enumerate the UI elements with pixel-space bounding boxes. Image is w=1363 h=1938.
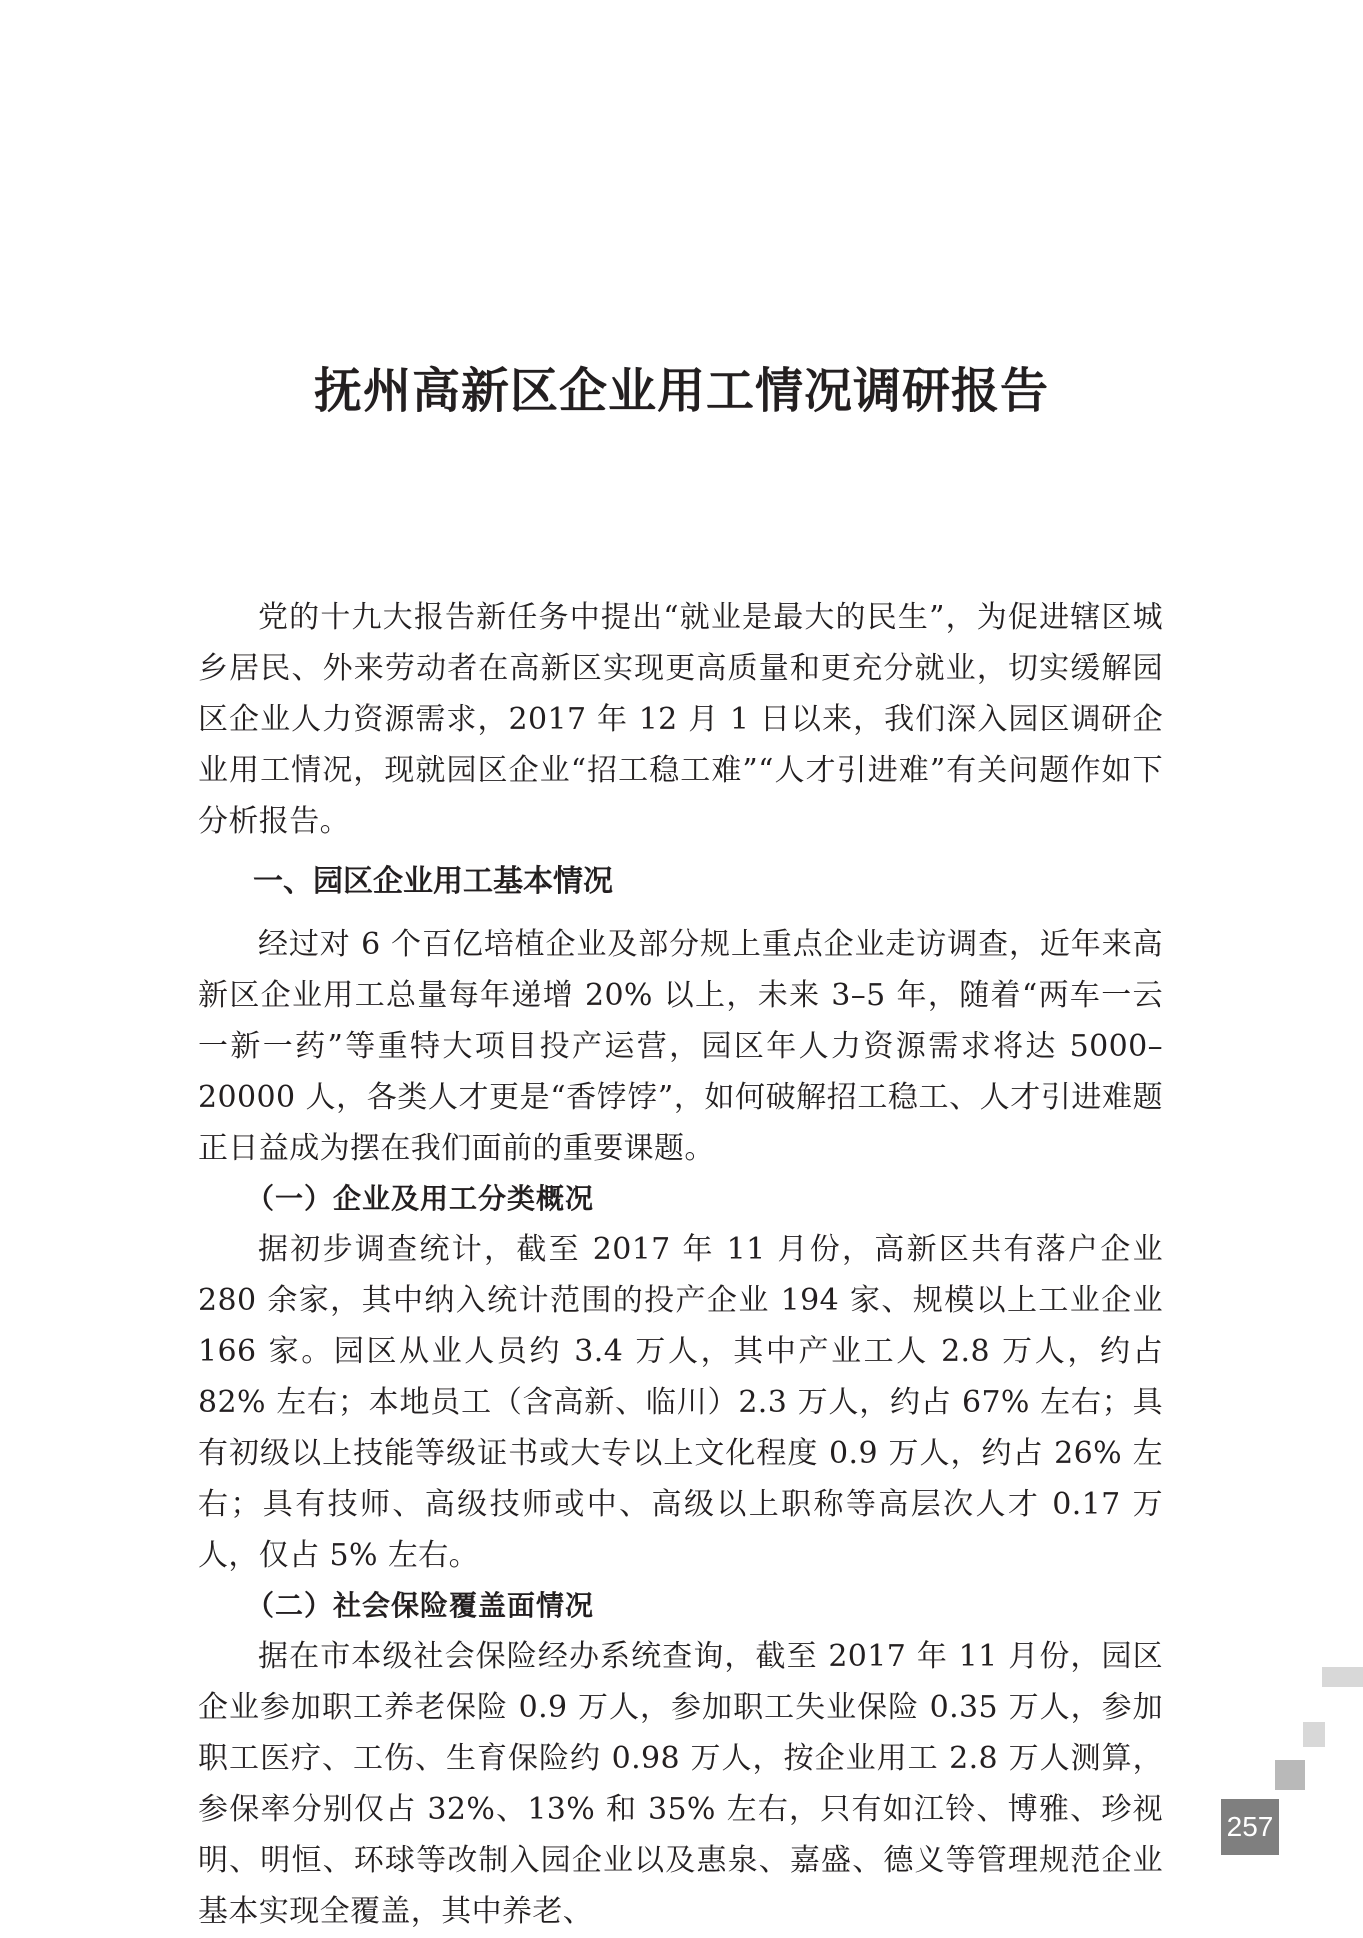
- decorative-square: [1322, 1667, 1363, 1687]
- subsection-paragraph-employment: 据初步调查统计，截至 2017 年 11 月份，高新区共有落户企业 280 余家，其中纳入统计范围的投产企业 194 家、规模以上工业企业 166 家。园区从业人员约 3.4 万人，其中产业工人 2.8 万人，约占 82% 左右；本地员工（含高新、临川）2.3 万人，约占 67% 左右；具有初级以上技能等级证书或大专以上文化程度 0.9 万人，约占 26% 左右；具有技师、高级技师或中、高级以上职称等高层次人才 0.17 万人，仅占 5% 左右。: [198, 1232, 1163, 1573]
- intro-paragraph: 党的十九大报告新任务中提出“就业是最大的民生”，为促进辖区城乡居民、外来劳动者在高新区实现更高质量和更充分就业，切实缓解园区企业人力资源需求，2017 年 12 月 1 日以来，我们深入园区调研企业用工情况，现就园区企业“招工稳工难”“人才引进难”有关问题作如下分析报告。: [198, 600, 1163, 839]
- report-body: [198, 592, 1163, 1937]
- decorative-square: [1275, 1760, 1305, 1790]
- subsection-heading-insurance: （二）社会保险覆盖面情况: [246, 1589, 595, 1622]
- subsection-heading-employment: （一）企业及用工分类概况: [246, 1182, 595, 1215]
- page-number: 257: [1221, 1799, 1279, 1855]
- decorative-square: [1303, 1722, 1325, 1747]
- section-paragraph: 经过对 6 个百亿培植企业及部分规上重点企业走访调查，近年来高新区企业用工总量每年递增 20% 以上，未来 3–5 年，随着“两车一云一新一药”等重特大项目投产运营，园区年人力资源需求将达 5000–20000 人，各类人才更是“香饽饽”，如何破解招工稳工、人才引进难题正日益成为摆在我们面前的重要课题。: [198, 927, 1163, 1166]
- section-heading: 一、园区企业用工基本情况: [253, 864, 613, 899]
- page-title: 抚州高新区企业用工情况调研报告: [313, 363, 1049, 419]
- subsection-paragraph-insurance: 据在市本级社会保险经办系统查询，截至 2017 年 11 月份，园区企业参加职工养老保险 0.9 万人，参加职工失业保险 0.35 万人，参加职工医疗、工伤、生育保险约 0.98 万人，按企业用工 2.8 万人测算，参保率分别仅占 32%、13% 和 35% 左右，只有如江铃、博雅、珍视明、明恒、环球等改制入园企业以及惠泉、嘉盛、德义等管理规范企业基本实现全覆盖，其中养老、: [198, 1639, 1163, 1929]
